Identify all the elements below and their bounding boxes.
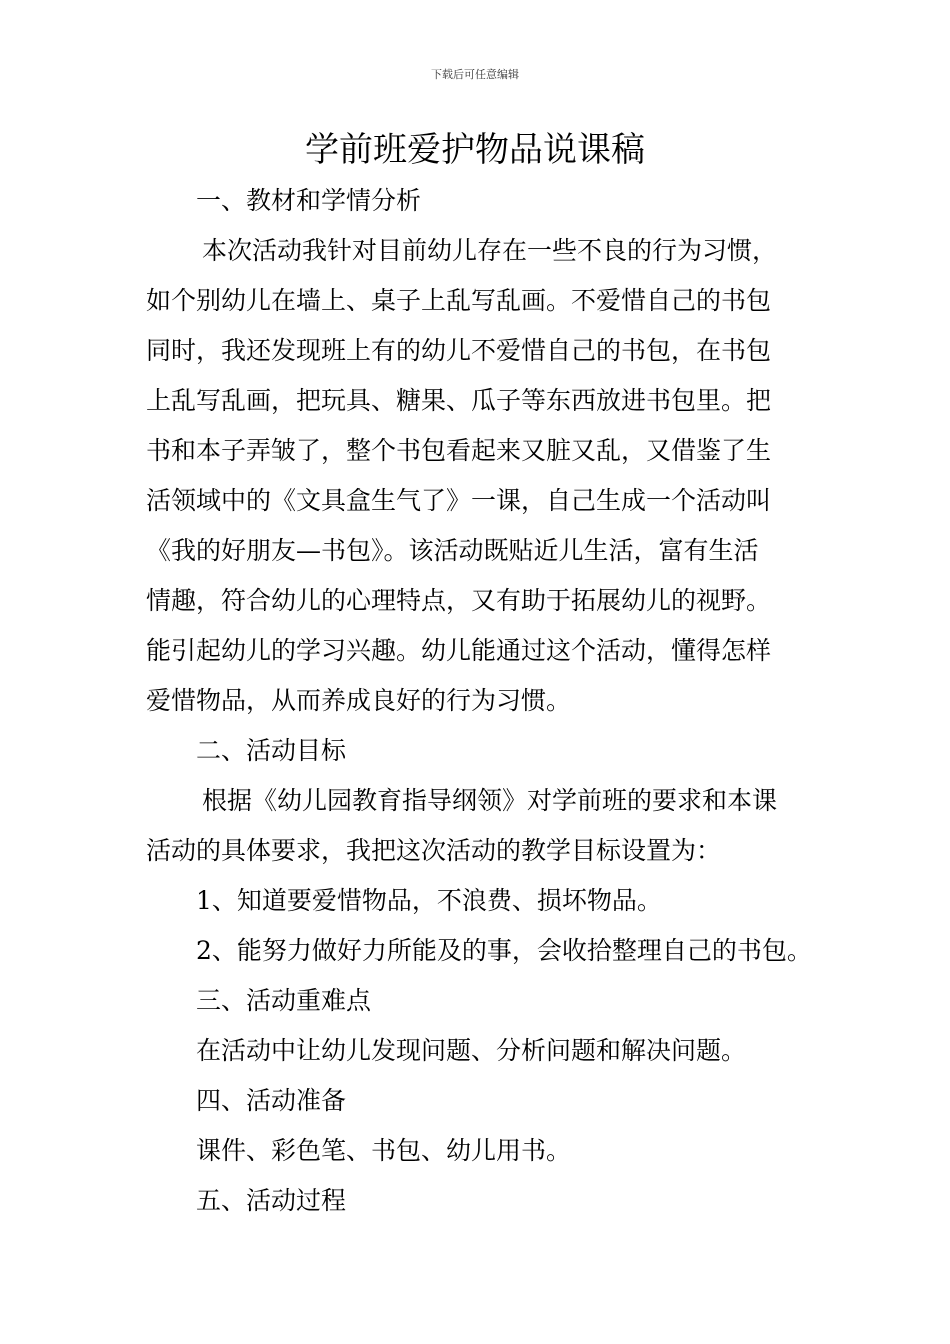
paragraph-line: 《我的好朋友—书包》。该活动既贴近儿生活，富有生活 (146, 536, 759, 565)
paragraph-line: 爱惜物品，从而养成良好的行为习惯。 (146, 686, 572, 715)
paragraph-line: 活动的具体要求，我把这次活动的教学目标设置为： (146, 836, 722, 865)
document-title: 学前班爱护物品说课稿 (305, 130, 645, 170)
section-heading-2: 二、活动目标 (196, 736, 347, 765)
paragraph-line: 上乱写乱画，把玩具、糖果、瓜子等东西放进书包里。把 (146, 386, 772, 415)
paragraph-line: 如个别幼儿在墙上、桌子上乱写乱画。不爱惜自己的书包 (146, 286, 772, 315)
document-body (146, 176, 810, 1226)
section-heading-3: 三、活动重难点 (196, 986, 372, 1015)
paragraph-line: 同时，我还发现班上有的幼儿不爱惜自己的书包，在书包 (146, 336, 772, 365)
paragraph-line: 在活动中让幼儿发现问题、分析问题和解决问题。 (196, 1036, 747, 1065)
section-heading-5: 五、活动过程 (196, 1186, 347, 1215)
paragraph-line: 根据《幼儿园教育指导纲领》对学前班的要求和本课 (202, 786, 778, 815)
paragraph-line: 本次活动我针对目前幼儿存在一些不良的行为习惯， (202, 236, 778, 265)
header-note: 下载后可任意编辑 (431, 68, 519, 81)
paragraph-line: 活领域中的《文具盒生气了》一课，自己生成一个活动叫 (146, 486, 772, 515)
paragraph-line: 课件、彩色笔、书包、幼儿用书。 (196, 1136, 572, 1165)
paragraph-line: 能引起幼儿的学习兴趣。幼儿能通过这个活动，懂得怎样 (146, 636, 772, 665)
section-heading-1: 一、教材和学情分析 (196, 186, 422, 215)
goal-item-2: 2、能努力做好力所能及的事，会收拾整理自己的书包。 (196, 936, 812, 965)
section-heading-4: 四、活动准备 (196, 1086, 347, 1115)
paragraph-line: 情趣，符合幼儿的心理特点，又有助于拓展幼儿的视野。 (146, 586, 772, 615)
paragraph-line: 书和本子弄皱了，整个书包看起来又脏又乱，又借鉴了生 (146, 436, 772, 465)
goal-item-1: 1、知道要爱惜物品，不浪费、损坏物品。 (196, 886, 662, 915)
